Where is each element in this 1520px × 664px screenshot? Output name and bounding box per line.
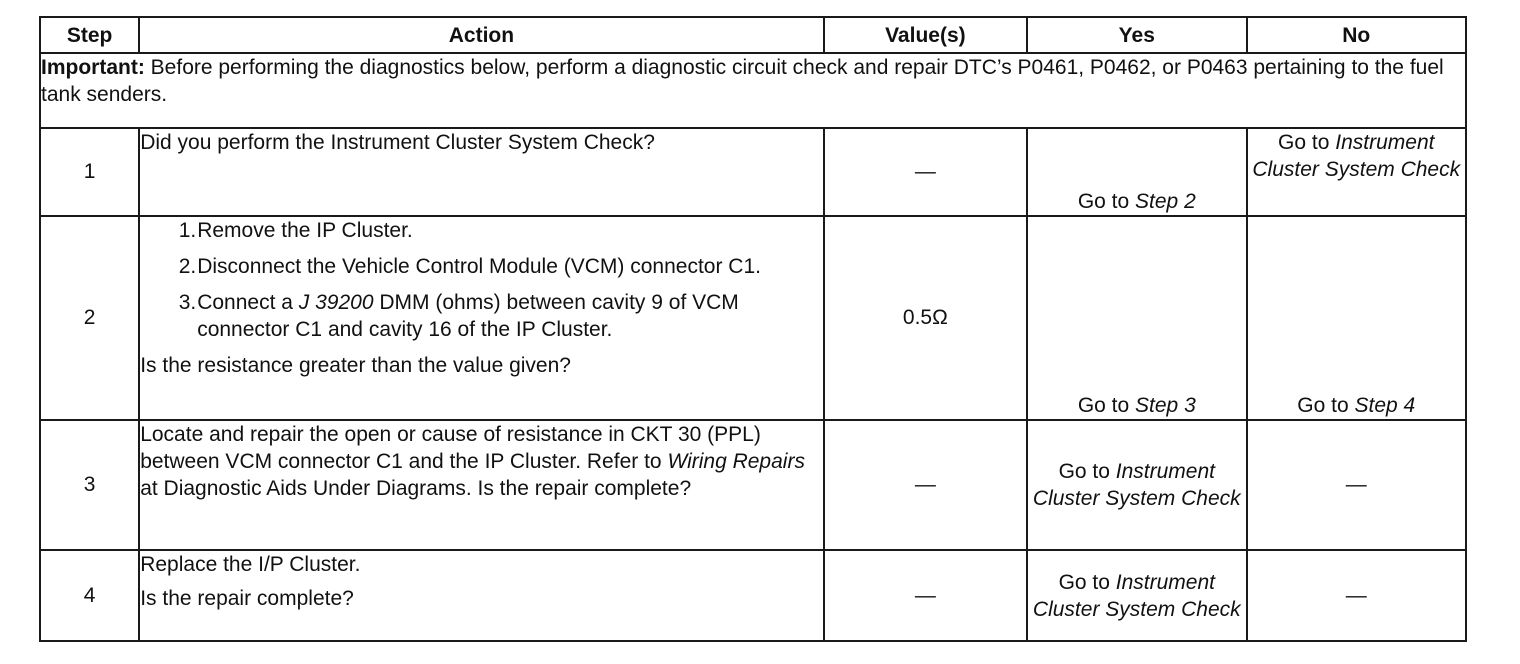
yes-prefix: Go to (1058, 570, 1116, 594)
action-text-before: Locate and repair the open or cause of resistance in CKT 30 (PPL) between VCM connector C1 and the IP Cluster. Refer to (140, 422, 761, 473)
action-cell (139, 128, 823, 217)
action-line: Is the repair complete? (140, 587, 354, 611)
table-row (40, 216, 1466, 419)
no-cell: — (1247, 420, 1466, 551)
no-cell: — (1247, 550, 1466, 641)
header-no: No (1247, 17, 1466, 53)
header-action: Action (139, 17, 823, 53)
diagnostic-table (39, 16, 1467, 642)
yes-link: Step 3 (1135, 393, 1196, 417)
step-number: 1 (40, 128, 139, 217)
table-row (40, 550, 1466, 641)
action-text: Did you perform the Instrument Cluster System Check? (140, 130, 655, 154)
table-row (40, 128, 1466, 217)
yes-link: Instrument Cluster System Check (1032, 570, 1241, 621)
step-number: 3 (40, 420, 139, 551)
no-link: Instrument Cluster System Check (1252, 130, 1461, 181)
header-yes: Yes (1027, 17, 1246, 53)
list-text-before: Connect a (197, 291, 299, 315)
value-cell: — (824, 420, 1027, 551)
list-text: Disconnect the Vehicle Control Module (VCM) connector C1. (197, 255, 761, 279)
yes-cell (1027, 216, 1246, 419)
value-cell: — (824, 128, 1027, 217)
action-link: Wiring Repairs (667, 449, 805, 473)
list-item (140, 289, 822, 343)
value-cell: 0.5Ω (824, 216, 1027, 419)
step-number: 2 (40, 216, 139, 419)
yes-cell (1027, 420, 1246, 551)
list-text (197, 289, 822, 343)
value-cell: — (824, 550, 1027, 641)
list-number: 1. (178, 219, 197, 243)
no-prefix: Go to (1297, 393, 1355, 417)
header-step: Step (40, 17, 139, 53)
tool-reference: J 39200 (298, 291, 374, 315)
procedure-list (140, 217, 822, 343)
action-line: Replace the I/P Cluster. (140, 553, 361, 577)
list-number: 2. (178, 255, 197, 279)
important-text: Before performing the diagnostics below, perform a diagnostic circuit check and repair DTC’s P0461, P0462, or P0463 pertaining to the fuel tank senders. (41, 56, 1444, 107)
question-text: Is the resistance greater than the value given? (140, 354, 571, 378)
no-cell (1247, 216, 1466, 419)
action-cell (139, 550, 823, 641)
list-text-after: DMM (ohms) between cavity 9 of VCM connector C1 and cavity 16 of the IP Cluster. (197, 291, 739, 342)
yes-cell (1027, 550, 1246, 641)
yes-prefix: Go to (1077, 190, 1136, 214)
yes-prefix: Go to (1058, 459, 1116, 483)
list-number: 3. (178, 291, 197, 315)
no-cell (1247, 128, 1466, 217)
action-cell (139, 216, 823, 419)
no-link: Step 4 (1354, 393, 1416, 417)
table-row (40, 420, 1466, 551)
important-label: Important: (41, 56, 145, 80)
yes-cell (1027, 128, 1246, 217)
list-item (140, 217, 822, 244)
header-values: Value(s) (824, 17, 1027, 53)
action-cell (139, 420, 823, 551)
list-item (140, 253, 822, 280)
yes-link: Step 2 (1135, 190, 1196, 214)
important-row (40, 53, 1466, 127)
yes-link: Instrument Cluster System Check (1032, 459, 1241, 510)
important-note (40, 53, 1466, 127)
action-text-after: at Diagnostic Aids Under Diagrams. Is the repair complete? (140, 476, 692, 500)
no-prefix: Go to (1278, 130, 1336, 154)
list-text: Remove the IP Cluster. (197, 219, 413, 243)
header-row (40, 17, 1466, 53)
step-number: 4 (40, 550, 139, 641)
yes-prefix: Go to (1077, 393, 1136, 417)
